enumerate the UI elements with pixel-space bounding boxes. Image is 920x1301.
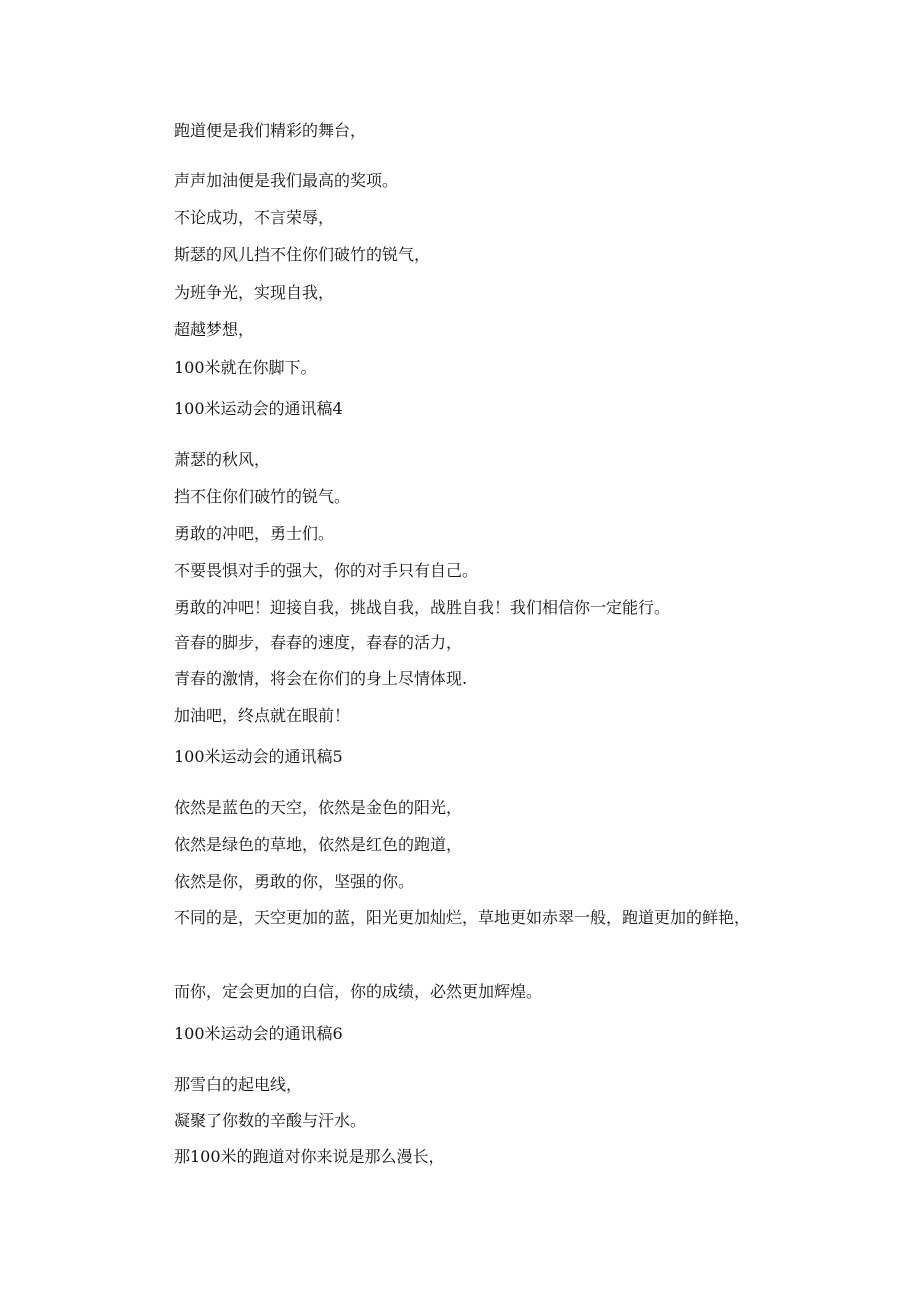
poem-line: 萧瑟的秋风， xyxy=(174,450,271,469)
poem-paragraph: 不同的是，天空更加的蓝，阳光更加灿烂，草地更如赤翠一般，跑道更加的鲜艳， xyxy=(174,908,751,927)
poem-line: 依然是绿色的草地，依然是红色的跑道， xyxy=(174,835,463,854)
poem-line: 不论成功，不言荣辱， xyxy=(174,208,335,227)
section-heading: 100米运动会的通讯稿5 xyxy=(174,747,343,766)
poem-line: 超越梦想， xyxy=(174,320,255,339)
poem-line: 加油吧，终点就在眼前！ xyxy=(174,706,351,725)
poem-line: 100米就在你脚下。 xyxy=(174,358,317,377)
poem-line: 依然是蓝色的天空，依然是金色的阳光， xyxy=(174,798,463,817)
poem-line: 凝聚了你数的辛酸与汗水。 xyxy=(174,1111,367,1130)
poem-line: 那100米的跑道对你来说是那么漫长， xyxy=(174,1147,445,1166)
poem-line: 青春的激情，将会在你们的身上尽情体现. xyxy=(174,669,468,688)
poem-line: 声声加油便是我们最高的奖项。 xyxy=(174,171,399,190)
section-heading: 100米运动会的通讯稿4 xyxy=(174,399,343,418)
section-heading: 100米运动会的通讯稿6 xyxy=(174,1024,343,1043)
poem-line: 音春的脚步，春春的速度，春春的活力， xyxy=(174,633,463,652)
poem-line: 为班争光，实现自我， xyxy=(174,283,335,302)
poem-line: 挡不住你们破竹的锐气。 xyxy=(174,487,351,506)
poem-line: 斯瑟的风儿挡不住你们破竹的锐气， xyxy=(174,245,431,264)
poem-line: 跑道便是我们精彩的舞台， xyxy=(174,121,367,140)
poem-line: 而你，定会更加的白信，你的成绩，必然更加辉煌。 xyxy=(174,982,543,1001)
poem-line: 不要畏惧对手的强大，你的对手只有自己。 xyxy=(174,561,479,580)
poem-line: 勇敢的冲吧！迎接自我，挑战自我，战胜自我！我们相信你一定能行。 xyxy=(174,598,671,617)
poem-line: 依然是你，勇敢的你，坚强的你。 xyxy=(174,872,415,891)
poem-line: 勇敢的冲吧，勇士们。 xyxy=(174,524,335,543)
poem-line: 那雪白的起电线， xyxy=(174,1075,303,1094)
